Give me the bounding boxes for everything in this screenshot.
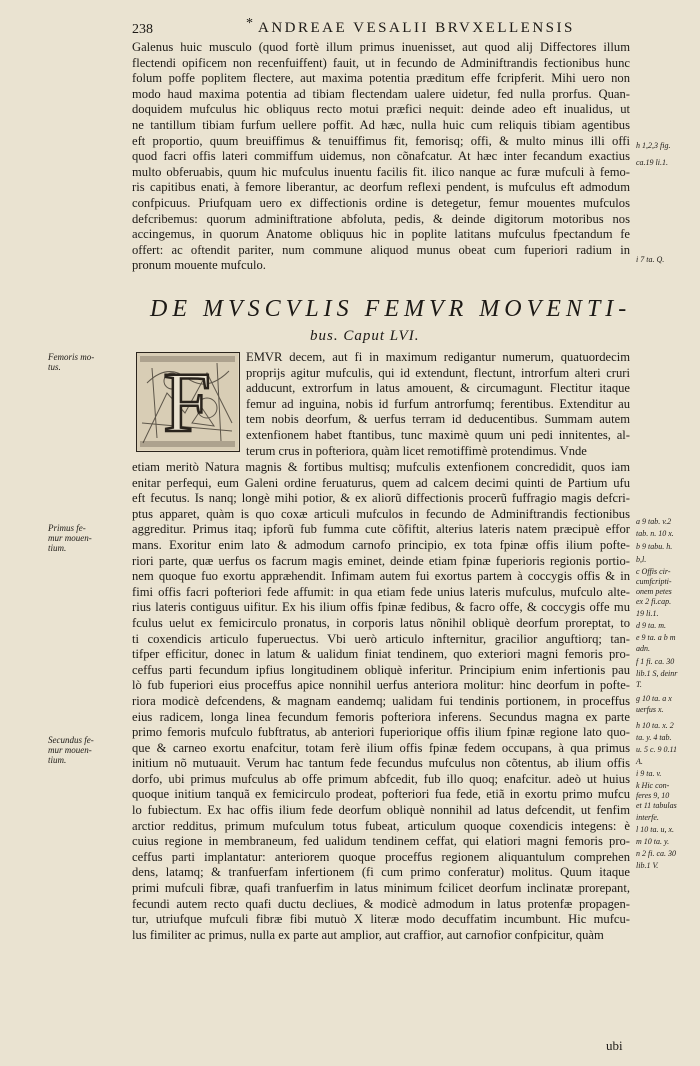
text-line: eft proportio, quum breuiffimus & tenuiffimus fit, femorisq; offi, & multo minus illi offi (132, 133, 630, 148)
margin-note-right: ca.19 li.1. (636, 158, 668, 167)
text-line: rius lateris contiguus uifitur. Ex his ilium offis fpinæ fedibus, & facro offe, & coccygis offe mu (132, 600, 630, 615)
margin-note-right: d 9 ta. m. (636, 621, 666, 630)
margin-note-right: lib.1 V. (636, 861, 659, 870)
woodcut-initial-F-icon (136, 352, 240, 452)
initial-letter: F (163, 354, 211, 450)
margin-note-right: lib.1 S, deinr (636, 669, 678, 678)
margin-note-right: f 1 fi. ca. 30 (636, 657, 675, 666)
margin-note-right: h 1,2,3 fig. (636, 141, 671, 150)
text-line: terum crus in pofteriora, quàm licet remotiffimè protendimus. Vnde (246, 443, 587, 458)
text-line: accingemus, in quorum Anatome obliquus hic in poplite latitans mufculus fpectandum fe (132, 227, 630, 242)
text-line: extenfionem habet ftantibus, tunc maximè quum uni pedi innitentes, al- (246, 427, 630, 442)
page-number: 238 (132, 22, 153, 37)
text-line: pronum mouente mufculo. (132, 258, 266, 273)
margin-note-right: i 9 ta. v. (636, 769, 662, 778)
text-line: ceffus parti implantatur: anteriorem quoque proceffus regionem aliquantulum comprehen (132, 849, 630, 864)
text-line: lus fimiliter ac primus, nulla ex parte aut amplior, aut craffior, aut carnofior confpicitur, quàm (132, 927, 604, 942)
running-head: ANDREAE VESALII BRVXELLENSIS (258, 20, 575, 36)
text-line: tem nobis deorfum, & uerfus terram id deducentibus. Summam autem (246, 412, 630, 427)
margin-note-right: b 9 tabu. h. (636, 542, 673, 551)
margin-note-right: c Offis cir- (636, 567, 671, 576)
margin-note-right: interfe. (636, 813, 659, 822)
text-line: dens, latamq; & tranfuerfam infertionem (fi cum primo conferatur) molitus. Quum itaque (132, 865, 630, 880)
text-line: riora modicè defcendens, & magnam eandemq; ualidam fui tendinis portionem, in proceffus (132, 693, 630, 708)
margin-note-right: uerfus x. (636, 705, 664, 714)
text-line: initium nõ mutuauit. Verum hac tantum fede fecundus mufculus non cõtentus, ab ilium offis (132, 756, 630, 771)
margin-note-right: T. (636, 680, 642, 689)
margin-note-right: adn. (636, 644, 650, 653)
text-line: folum poffe poplitem flectere, aut maxima potentia præditum effe fcripferit. Mihi uero non (132, 71, 630, 86)
margin-note-right: k Hic con- (636, 781, 670, 790)
text-line: dorfo, ubi primus mufculus ab offe primum abfcedit, fub illo quoq; enafcitur. adeò ut huius (132, 771, 630, 786)
margin-note-right: et 11 tabulas (636, 801, 677, 810)
text-line: adducunt, extrorfum in latus amouent, & circumagunt. Flectitur itaque (246, 381, 630, 396)
text-line: nem quoque fuo exortu appræhendit. Infimam autem fui exortus partem à coccygis offis & in (132, 569, 630, 584)
text-line: defcribemus: quorum adminiftratione abfoluta, pedis, & deinde digitorum motoribus nos (132, 211, 630, 226)
text-line: cuius regione in membraneum, fed ualidum tendinem ceffat, qui elatiori magni femoris pro- (132, 834, 630, 849)
text-line: EMVR decem, aut fi in maximum redigantur numerum, quatuordecim (246, 350, 630, 364)
margin-note-right: 19 li.1. (636, 609, 659, 618)
text-line: femur ad inguina, nobis id furfum antrorfumq; ferentibus. Extenditur au (246, 396, 630, 411)
margin-note-right: h 10 ta. x. 2 (636, 721, 674, 730)
text-line: doquidem mufculus hic obliquus recto motui præfici nequit: deinde adeo eft inualidus, ut (132, 102, 630, 117)
margin-note-right: n 2 fi. ca. 30 (636, 849, 676, 858)
initial-paragraph (246, 350, 630, 459)
margin-note-right: e 9 ta. a b m (636, 633, 676, 642)
margin-note-right: ta. y. 4 tab. (636, 733, 672, 742)
text-line: primo femoris mufculo fubftratus, ab anteriori fuperiorique offis ilium fpinæ regione lato quo- (132, 725, 630, 740)
margin-note-right: ex 2 fi.cap. (636, 597, 672, 606)
text-line: confpicuus. Priufquam uero ex diffectionis ordine is detegetur, femur mouentes mufculos (132, 195, 630, 210)
text-line: lo fubiectum. Ex hac offis ilium fede deorfum obliquè nonnihil ad latus defcendit, ut fenfim (132, 803, 630, 818)
text-line: Galenus huic musculo (quod fortè illum primus inuenisset, aut quod alij Diffectores illum (132, 40, 630, 54)
margin-note-right: A. (636, 757, 643, 766)
text-line: fecundi autem recto quafi ductu decliues, & modicè admodum in latus protenfæ propagen- (132, 896, 630, 911)
margin-note-right: g 10 ta. a x (636, 694, 672, 703)
text-line: ne tantillum tibiam furfum uellere poffit. Ad hæc, nulla huic cum reliquis tibiam agentibus (132, 117, 630, 132)
margin-note-right: m 10 ta. y. (636, 837, 670, 846)
margin-note-right: cumfcripti- (636, 577, 672, 586)
top-paragraph (132, 40, 630, 274)
text-line: ris capitibus enati, à femore liberantur, ac deorfum reflexi pendent, is mufculus eft admodum (132, 180, 630, 195)
text-line: eius radicem, longa linea fecundum femoris pofteriora inferens. Secundus magna ex parte (132, 709, 630, 724)
text-line: modo haud maxima potentia ad tibiam flectendam ualere uidetur, fed nulla prorfus. Quan- (132, 86, 630, 101)
margin-note-right: tab. n. 10 x. (636, 529, 674, 538)
margin-note-right: i 7 ta. Q. (636, 255, 665, 264)
text-line: etiam meritò Natura magnis & fortibus multisq; mufculis extenfionem concredidit, quos iam (132, 460, 630, 474)
text-line: ti coxendicis articulo fuperuectus. Vbi uerò articulo infternitur, gracilior anguftiorq; tan- (132, 631, 630, 646)
text-line: riori parte, quæ uerfus os facrum magis eminet, deinde etiam fpinæ fuperioris regionis portio- (132, 553, 630, 568)
text-line: offert: ac oftendit pariter, num commune aliquod munus obeat cum fuperiori radium in (132, 242, 630, 257)
text-line: ptus apparet, quàm is quo coxæ articuli mufculos in fecundo de Adminiftrandis fectionibus (132, 506, 630, 521)
text-line: quod facri offis lateri commiffum uidemus, non cõnafcatur. At hæc inter fecandum exactius (132, 149, 630, 164)
text-line: fculus uelut ex femicirculo pronatus, in corporis latus nõnihil obliquè deorfum proreptat, to (132, 615, 630, 630)
text-line: fimi offis facri pofteriori fede affumit: in qua etiam fede unius lateris mufculus, mufculo alte- (132, 584, 630, 599)
margin-note-left: Primus fe- mur mouen- tium. (48, 523, 92, 553)
text-line: multo obferuabis, quum hic mufculus inuentu facilis fit. ilico nanque ac furæ mufculi à femo- (132, 164, 630, 179)
text-line: proprijs agitur mufculis, qui id extendunt, flectunt, introrfum alteri cruri (246, 365, 630, 380)
text-line: que & carneo exortu enafcitur, totam ferè ilium offis fpinæ fedem occupans, à qua primus (132, 740, 630, 755)
signature-mark: * (246, 16, 253, 31)
text-line: quoque initium tanquã ex femicirculo prodeat, pofteriori fua fede, etiã in exortu primo mufcu (132, 787, 630, 802)
text-line: eft fecutus. Is nanq; longè mihi potior, & ex aliorũ diffectionis procerũ fuffragio magis defcri- (132, 491, 630, 506)
main-paragraph (132, 460, 630, 943)
margin-note-right: a 9 tab. v.2 (636, 517, 672, 526)
margin-note-right: onem petes (636, 587, 672, 596)
text-line: mans. Exoritur enim lato & admodum carnofo principio, ex tota fpinæ offis ilium pofte- (132, 537, 630, 552)
margin-note-right: b,l. (636, 555, 647, 564)
text-line: tur, utriufque mufculi fibræ fibi mutuò X literæ modo decuffatim incumbunt. Hic mufcu- (132, 912, 630, 927)
margin-note-right: u. 5 c. 9 0.11 (636, 745, 677, 754)
margin-note-right: l 10 ta. u, x. (636, 825, 674, 834)
chapter-subtitle: bus. Caput LVI. (310, 328, 420, 344)
text-line: enitar perfequi, eum Galeni ordine feruaturus, quem ad calcem decimi quinti de Partium ufu (132, 475, 630, 490)
margin-note-left: Secundus fe- mur mouen- tium. (48, 735, 94, 765)
text-line: flectendi opificem non recenfuiffent) fauit, ut in fecundo de Adminiftrandis fectionibus hunc (132, 55, 630, 70)
text-line: arctior redditus, primum mufculum totus fubeat, articulum quoque coxendicis integens: è (132, 818, 630, 833)
text-line: ceffus parti fecundum ipfius longitudinem obliquè inferitur. Principium enim infertionis pau (132, 662, 630, 677)
text-line: primi mufculi fibræ, quafi tranfuerfim in latus minimum fcilicet deorfum inclinatæ prorepant, (132, 881, 630, 896)
text-line: tifper efficitur, donec in latum & ualidum finiat tendinem, quo exteriori magni femoris pro- (132, 647, 630, 662)
chapter-title: DE MVSCVLIS FEMVR MOVENTI- (150, 296, 632, 322)
margin-note-left: Femoris mo- tus. (48, 352, 95, 372)
text-line: lò fub fuperiori eius proceffus apice nonnihil uerfus anteriora molitur: hinc deorfum in pofte- (132, 678, 630, 693)
text-line: aggreditur. Primus itaq; ipforũ fub fumma cute cõfiftit, alterius lateris natem præcipuè effor (132, 522, 630, 537)
margin-note-right: feres 9, 10 (636, 791, 670, 800)
catchword: ubi (606, 1038, 623, 1053)
